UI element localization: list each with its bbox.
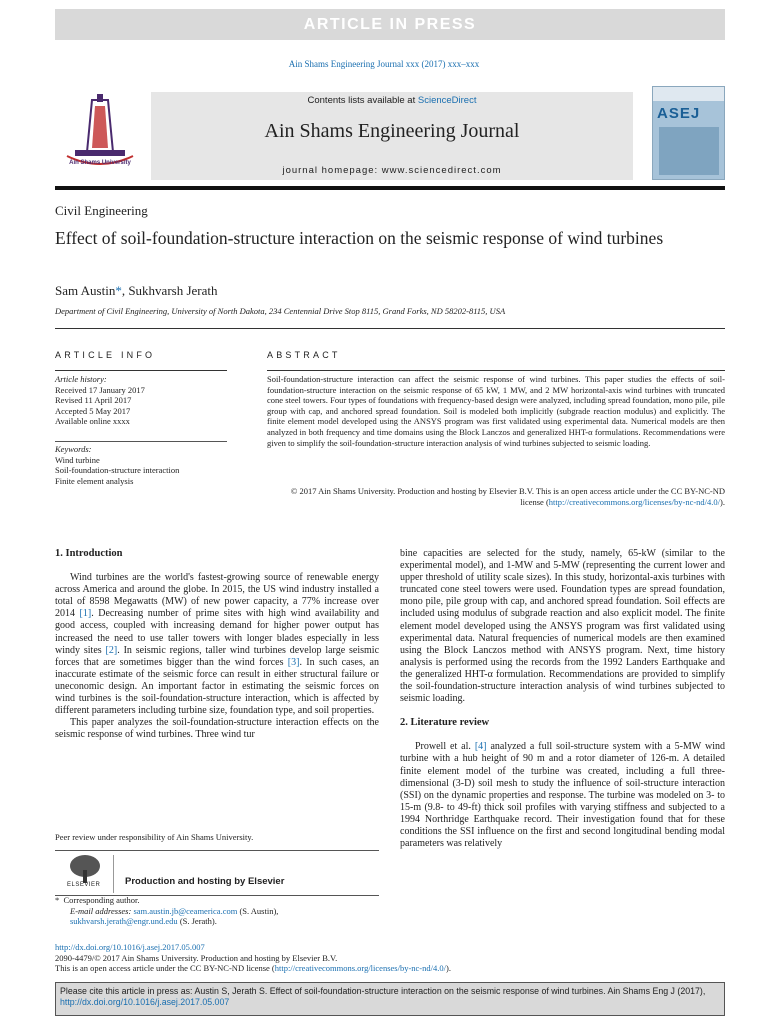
- divider: [267, 370, 725, 371]
- corresponding-author-marker[interactable]: *: [115, 283, 122, 298]
- abstract-text: Soil-foundation-structure interaction can affect the seismic response of wind turbines. This paper studies the effects of soil-foundation-structure interaction on the seismic response of 65 kW, 1 MW, and 2 MW horizontal-axis wind turbines with truncated cone steel towers. Four types of foundations with frequency-based design were analyzed, including spread foundation, mono pile, pile group with cap, and anchored spread foundation. Soil is modeled both implicitly (subgrade reaction modulus) and explicitly. The finite element model developed using the ANSYS program was first validated using experimental data. Numerical models are then analyzed in both frequency and time domains using the Block Lanczos and generalized HHT-α formulations. Recommendations were given to simplify the soil-foundation-structure interaction analysis of wind turbines subjected to seismic loading.: [267, 374, 725, 448]
- journal-title: Ain Shams Engineering Journal: [264, 120, 520, 142]
- reference-link[interactable]: [1]: [79, 608, 92, 620]
- corresponding-author-note: * Corresponding author. E-mail addresses: sam.austin.jb@ceamerica.com (S. Austin), sukhvarsh.jerath@engr.und.edu (S. Jerath).: [55, 895, 279, 927]
- paragraph: This paper analyzes the soil-foundation-structure interaction effects on the seismic response of wind turbines. Three wind tur: [55, 717, 379, 741]
- history-item: Accepted 5 May 2017: [55, 405, 131, 416]
- article-history: [55, 374, 227, 427]
- divider: [55, 328, 725, 329]
- paragraph: Wind turbines are the world's fastest-growing source of renewable energy across America and around the globe. In 2015, the US wind industry installed a total of 8598 Megawatts (MW) of new power capacity, a 77% increase over 2014 [1]. Decreasing number of prime sites with high wind availability and good access, coupled with increasing demand for higher power output has increased the need to use taller towers with longer blades especially in less windy sites [2]. In seismic regions, taller wind turbines develop large seismic forces that are sometimes bigger than the wind forces [3]. In such cases, an inaccurate estimate of the seismic force can result in either structural failure or uneconomic design. An important factor in estimating the seismic forces on wind turbines is the soil-foundation-structure interaction, which is affected by different parameters including turbine size, foundation type, and soil properties.: [55, 572, 380, 717]
- author-name: Sam Austin: [55, 283, 116, 298]
- journal-reference-link[interactable]: Ain Shams Engineering Journal xxx (2017) xxx–xxx: [288, 59, 480, 69]
- history-item: Available online xxxx: [55, 416, 130, 427]
- header-rule: [55, 186, 725, 190]
- paragraph-continued: bine capacities are selected for the study, namely, 65-kW (similar to the experimental model), and 1-MW and 5-MW (representing the current lower and upper threshold of utility scale sizes). In this study, horizontal-axis turbines with truncated cone steel towers were used. Foundation types are spread foundation, mono pile, pile group with cap, and anchored spread foundation. Soil effects are included using modulus of subgrade reaction and also explicit model. The finite element model developed using the ANSYS program was first validated using experimental data. Natural frequencies of numerical models are then examined using the Block Lanczos method with ANSYS program. Next, time history analysis is performed using the records from the 1992 Landers Earthquake and the generalized HHT-α formulation. Recommendations are provided to simplify the soil-foundation-structure interaction analysis of wind turbines subjected to seismic loading.: [400, 548, 725, 705]
- email-link[interactable]: sam.austin.jb@ceamerica.com: [133, 905, 238, 916]
- keywords-label: Keywords:: [55, 444, 92, 454]
- citation-doi-link[interactable]: http://dx.doi.org/10.1016/j.asej.2017.05.007: [60, 997, 230, 1007]
- history-item: Received 17 January 2017: [55, 384, 145, 395]
- sciencedirect-link[interactable]: ScienceDirect: [417, 95, 477, 106]
- elsevier-hosting-box: [55, 850, 379, 896]
- journal-cover-image: [652, 86, 725, 180]
- paper-title: Effect of soil-foundation-structure interaction on the seismic response of wind turbines: [55, 228, 664, 248]
- journal-homepage[interactable]: journal homepage: www.sciencedirect.com: [282, 165, 502, 176]
- keyword: Finite element analysis: [55, 475, 134, 486]
- section-label: Civil Engineering: [55, 203, 148, 218]
- footer-info: [55, 942, 725, 974]
- article-in-press-banner: ARTICLE IN PRESS: [55, 9, 725, 40]
- divider: [113, 855, 114, 893]
- section-heading-literature-review: 2. Literature review: [400, 717, 490, 729]
- university-logo-text: Ain Shams University: [69, 160, 131, 166]
- section-heading-introduction: 1. Introduction: [55, 548, 123, 559]
- article-info-heading: ARTICLE INFO: [55, 350, 156, 360]
- journal-masthead: [151, 92, 633, 180]
- open-access-line: This is an open access article under the CC BY-NC-ND license (http://creativecommons.org/licenses/by-nc-nd/4.0/).: [55, 963, 451, 974]
- keywords: [55, 444, 227, 486]
- cover-title: ASEJ: [657, 105, 701, 122]
- body-column-right: [400, 548, 725, 850]
- abstract-copyright: © 2017 Ain Shams University. Production and hosting by Elsevier B.V. This is an open access article under the CC BY-NC-ND license (http://creativecommons.org/licenses/by-nc-nd/4.0/).: [290, 486, 725, 507]
- abstract-heading: ABSTRACT: [267, 350, 341, 360]
- history-item: Revised 11 April 2017: [55, 395, 132, 406]
- author-list: Sam Austin*, Sukhvarsh Jerath: [55, 283, 218, 298]
- body-column-left: [55, 548, 379, 741]
- history-label: Article history:: [55, 374, 107, 384]
- author-name: Sukhvarsh Jerath: [128, 283, 218, 298]
- contents-available-line: Contents lists available at ScienceDirect: [307, 95, 477, 106]
- license-link[interactable]: http://creativecommons.org/licenses/by-nc-nd/4.0/: [548, 496, 721, 507]
- email-link[interactable]: sukhvarsh.jerath@engr.und.edu: [70, 916, 178, 927]
- elsevier-wordmark: ELSEVIER: [67, 882, 101, 888]
- keyword: Wind turbine: [55, 454, 100, 465]
- issn-line: 2090-4479/© 2017 Ain Shams University. Production and hosting by Elsevier B.V.: [55, 952, 338, 963]
- reference-link[interactable]: [3]: [287, 656, 300, 668]
- license-link[interactable]: http://creativecommons.org/licenses/by-nc-nd/4.0/: [274, 963, 446, 974]
- keyword: Soil-foundation-structure interaction: [55, 465, 180, 476]
- reference-link[interactable]: [2]: [105, 644, 118, 656]
- divider: [55, 441, 227, 442]
- divider: [55, 370, 227, 371]
- citation-box: Please cite this article in press as: Austin S, Jerath S. Effect of soil-foundation-structure interaction on the seismic response of wind turbines. Ain Shams Eng J (2017), http://dx.doi.org/10.1016/j.asej.2017.05.007: [55, 982, 725, 1016]
- doi-link[interactable]: http://dx.doi.org/10.1016/j.asej.2017.05.007: [55, 942, 205, 952]
- peer-review-note: Peer review under responsibility of Ain Shams University.: [55, 832, 254, 842]
- paragraph: Prowell et al. [4] analyzed a full soil-structure system with a 5-MW wind turbine with a hub height of 90 m and a rotor diameter of 126-m. A detailed finite element model of the turbine was created, including a full three-dimensional (3-D) soil mesh to study the influence of soil-structure interaction (SSI) on the dynamic properties and response. The turbine was modeled on 3- to 15-m (9.8- to 49-ft) thick soil profiles with varying stiffness and subjected to a 1994 Northridge Earthquake record. Their investigation found that for these conditions the SSI influence on the first and second longitudinal bending modal parameters was relatively: [400, 741, 725, 850]
- production-hosting-text: Production and hosting by Elsevier: [125, 876, 285, 887]
- reference-link[interactable]: [4]: [474, 741, 487, 753]
- author-affiliation: Department of Civil Engineering, University of North Dakota, 234 Centennial Drive Stop 8115, Grand Forks, ND 58202-8115, USA: [55, 306, 506, 316]
